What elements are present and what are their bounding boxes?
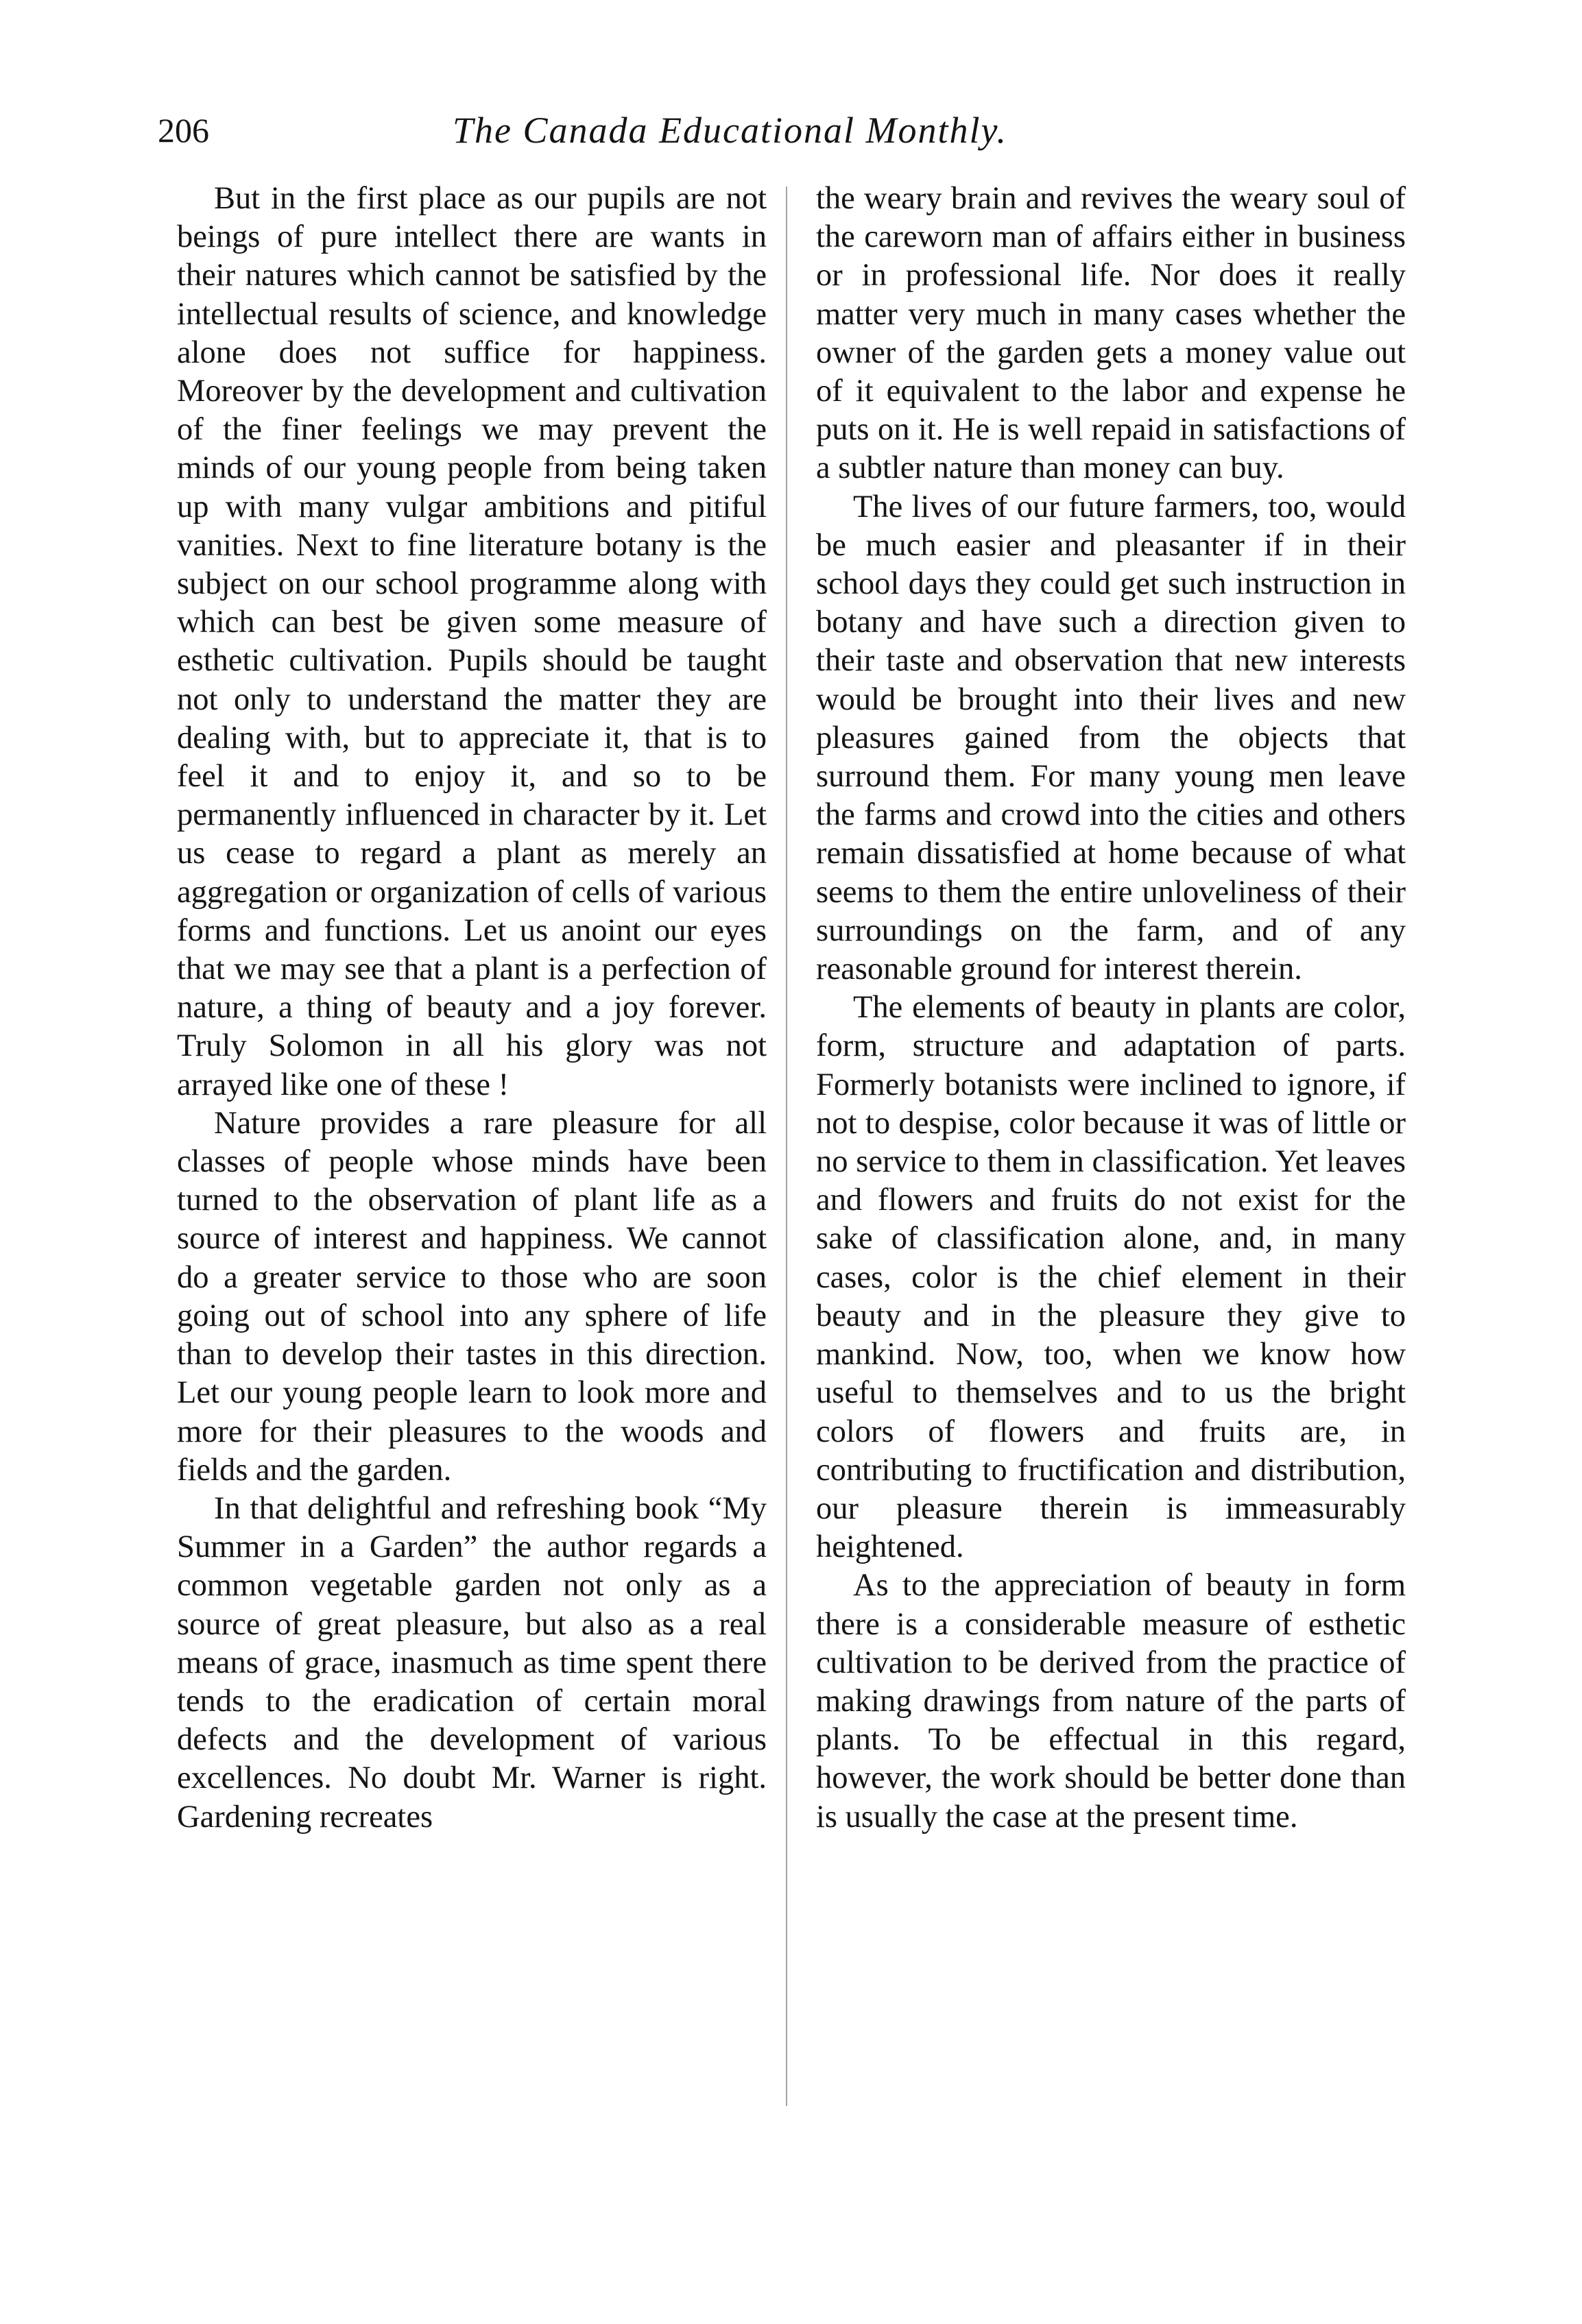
running-title: The Canada Educational Monthly. [453,110,1007,151]
paragraph: Nature provides a rare pleasure for all classes of people whose minds have been turned to the observation of plant life as a source of interest and happiness. We cannot do a greater service to those who are soon going out of school into any sphere of life than to develop their tastes in this direction. Let our young people learn to look more and more for their pleasures to the woods and fields and the garden. [177,1105,767,1488]
paragraph: In that delightful and refreshing book “My Summer in a Garden” the author regards a common vegetable garden not only as a source of great pleasure, but also as a real means of grace, inasmuch as time spent there tends to the eradication of certain moral defects and the development of various excellences. No doubt Mr. Warner is right. Gardening recreates [177,1490,767,1835]
paragraph: But in the first place as our pupils are not beings of pure intellect there are wants in their natures which cannot be satisfied by the intellectual results of science, and knowledge alone does not suffice for happiness. Moreover by the development and cultivation of the finer feelings we may prevent the minds of our young people from being taken up with many vulgar ambitions and pitiful vanities. Next to fine literature botany is the subject on our school programme along with which can best be given some measure of esthetic cultivation. Pupils should be taught not only to understand the matter they are dealing with, but to appreciate it, that is to feel it and to enjoy it, and so to be permanently influenced in character by it. Let us cease to regard a plant as merely an aggregation or organization of cells of various forms and functions. Let us anoint our eyes that we may see that a plant is a perfection of nature, a thing of beauty and a joy forever. Truly Solomon in all his glory was not arrayed like one of these ! [177,181,767,1102]
left-column [177,180,767,1837]
paragraph: As to the appreciation of beauty in form there is a considerable measure of esthetic cultivation to be derived from the practice of making drawings from nature of the parts of plants. To be effectual in this regard, however, the work should be better done than is usually the case at the present time. [816,1568,1406,1835]
right-column [816,180,1406,1837]
paragraph: The elements of beauty in plants are color, form, structure and adaptation of parts. Formerly botanists were inclined to ignore, if not to despise, color because it was of little or no service to them in classification. Yet leaves and flowers and fruits do not exist for the sake of classification alone, and, in many cases, color is the chief element in their beauty and in the pleasure they give to mankind. Now, too, when we know how useful to themselves and to us the bright colors of flowers and fruits are, in contributing to fructification and distribution, our pleasure therein is immeasurably heightened. [816,990,1406,1565]
column-divider [786,186,787,2106]
paragraph: The lives of our future farmers, too, would be much easier and pleasanter if in their school days they could get such instruction in botany and have such a direction given to their taste and observation that new interests would be brought into their lives and new pleasures gained from the objects that surround them. For many young men leave the farms and crowd into the cities and others remain dissatisfied at home because of what seems to them the entire unloveliness of their surroundings on the farm, and of any reasonable ground for interest therein. [816,489,1406,987]
paragraph-continued: the weary brain and revives the weary soul of the careworn man of affairs either in business or in professional life. Nor does it really matter very much in many cases whether the owner of the garden gets a money value out of it equivalent to the labor and expense he puts on it. He is well repaid in satisfactions of a subtler nature than money can buy. [816,181,1406,486]
page-number: 206 [158,111,209,149]
page-header [158,103,1461,158]
